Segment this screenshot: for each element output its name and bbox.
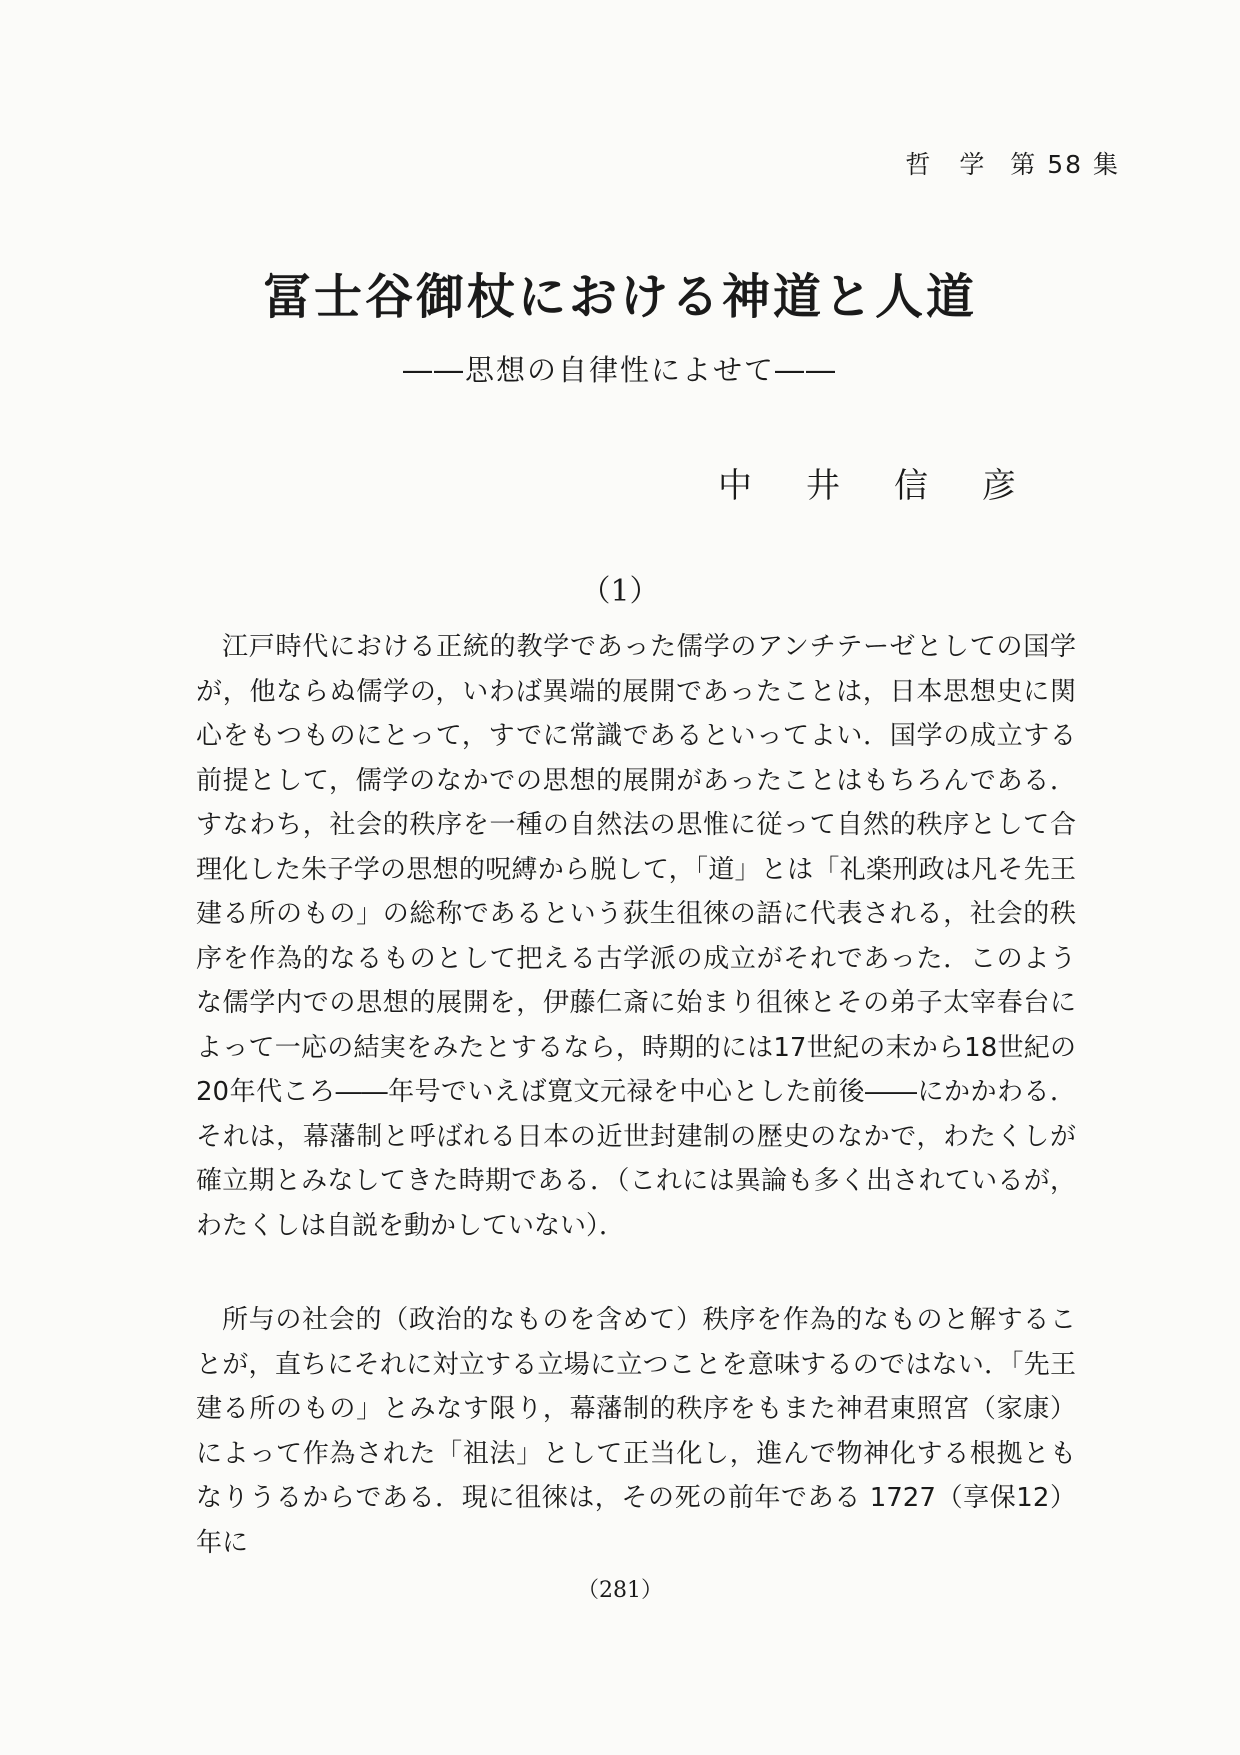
article-title: 冨士谷御杖における神道と人道 [262,269,977,325]
section-heading: （1） [580,574,660,609]
journal-header [891,145,1120,181]
article-subtitle: ――思想の自律性によせて―― [402,353,837,387]
author-char: 彦 [982,466,1016,506]
body-text-block [196,625,1076,1248]
author-name [718,458,1016,507]
body-paragraph: 所与の社会的（政治的なものを含めて）秩序を作為的なものと解することが，直ちにそれに対立する立場に立つことを意味するのではない．「先王建る所のもの」とみなす限り，幕藩制的秩序をもまた神君東照宮（家康）によって作為された「祖法」として正当化し，進んで物神化する根拠ともなりうるからである．現に徂徠は，その死の前年である 1727（享保12）年に [196,1305,1076,1558]
body-text-block [196,1298,1076,1565]
author-char: 井 [806,466,840,506]
page-number: （281） [577,1578,663,1603]
journal-name: 哲 学 [905,150,987,179]
author-char: 中 [718,466,752,506]
journal-volume: 第 58 集 [1010,150,1120,179]
body-paragraph: 江戸時代における正統的教学であった儒学のアンチテーゼとしての国学が，他ならぬ儒学の，いわば異端的展開であったことは，日本思想史に関心をもつものにとって，すでに常識であるといってよい．国学の成立する前提として，儒学のなかでの思想的展開があったことはもちろんである．すなわち，社会的秩序を一種の自然法の思惟に従って自然的秩序として合理化した朱子学の思想的呪縛から脱して，「道」とは「礼楽刑政は凡そ先王建る所のもの」の総称であるという荻生徂徠の語に代表される，社会的秩序を作為的なるものとして把える古学派の成立がそれであった．このような儒学内での思想的展開を，伊藤仁斎に始まり徂徠とその弟子太宰春台によって一応の結実をみたとするなら，時期的には17世紀の末から18世紀の20年代ころ――年号でいえば寛文元禄を中心とした前後――にかかわる．それは，幕藩制と呼ばれる日本の近世封建制の歴史のなかで，わたくしが確立期とみなしてきた時期である．（これには異論も多く出されているが，わたくしは自説を動かしていない）． [196,632,1076,1241]
author-char: 信 [894,466,928,506]
